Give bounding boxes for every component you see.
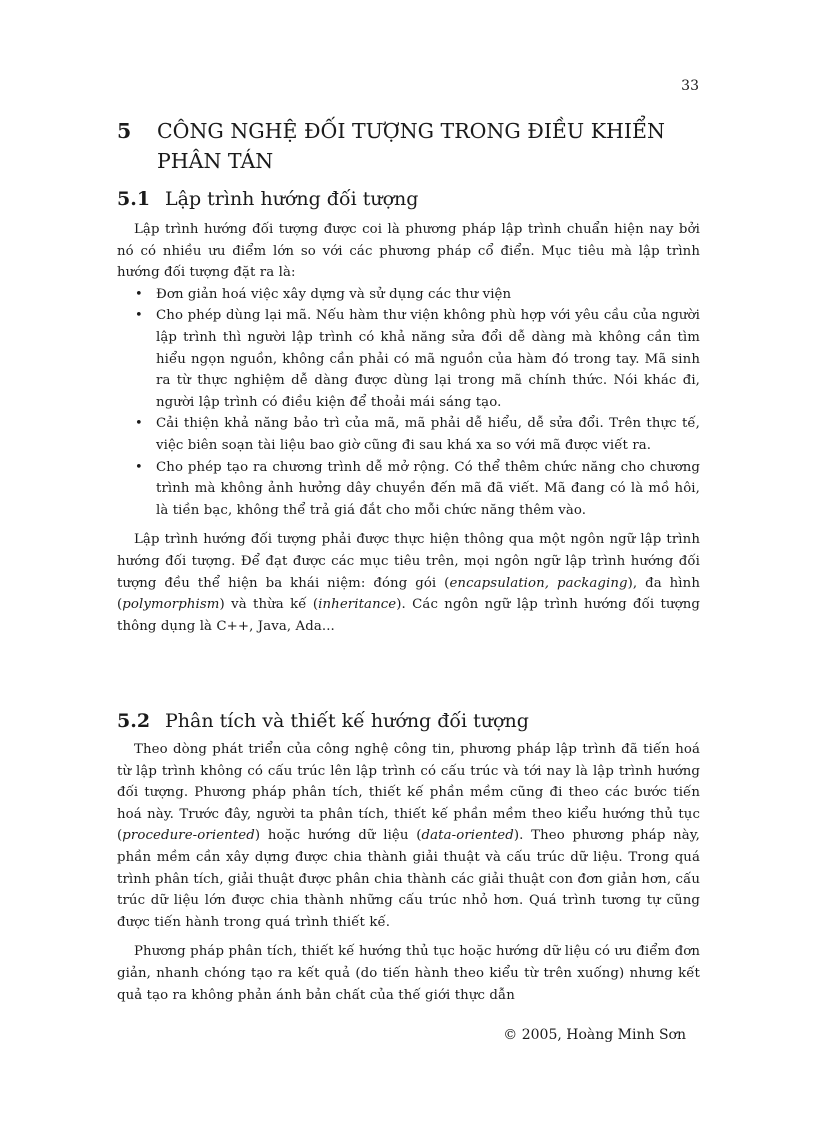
section-5-2-body xyxy=(117,739,700,1006)
paragraph-procedural-analysis: Phương pháp phân tích, thiết kế hướng thủ tục hoặc hướng dữ liệu có ưu điểm đơn giản, nhanh chóng tạo ra kết quả (do tiến hành theo kiểu từ trên xuống) nhưng kết quả tạo ra không phản ánh bản chất của thế giới thực dẫn xyxy=(117,944,700,1003)
list-item: • Đơn giản hoá việc xây dựng và sử dụng các thư viện xyxy=(117,284,700,306)
section-title: Phân tích và thiết kế hướng đối tượng xyxy=(165,710,529,732)
chapter-title-text: CÔNG NGHỆ ĐỐI TƯỢNG TRONG ĐIỀU KHIỂN PHÂN TÁN xyxy=(157,119,665,173)
section-number: 5.1 xyxy=(117,188,151,210)
paragraph-intro: Lập trình hướng đối tượng được coi là phương pháp lập trình chuẩn hiện nay bởi nó có nhiều ưu điểm lớn so với các phương pháp cổ điển. Mục tiêu mà lập trình hướng đối tượng đặt ra là: xyxy=(117,222,700,281)
chapter-title xyxy=(117,116,707,176)
paragraph-evolution: Theo dòng phát triển của công nghệ công tin, phương pháp lập trình đã tiến hoá từ lập trình không có cấu trúc lên lập trình có cấu trúc và tới nay là lập trình hướng đối tượng. Phương pháp phân tích, thiết kế phần mềm cũng đi theo các bước tiến hoá này. Trước đây, người ta phân tích, thiết kế phần mềm theo kiểu hướng thủ tục (procedure-oriented) hoặc hướng dữ liệu (data-oriented). Theo phương pháp này, phần mềm cần xây dựng được chia thành giải thuật và cấu trúc dữ liệu. Trong quá trình phân tích, giải thuật được phân chia thành các giải thuật con đơn giản hơn, cấu trúc dữ liệu lớn được chia thành những cấu trúc nhỏ hơn. Quá trình tương tự cũng được tiến hành trong quá trình thiết kế. xyxy=(117,742,700,930)
section-heading-5-1 xyxy=(117,186,707,212)
page-number: 33 xyxy=(681,78,699,94)
list-item: • Cho phép dùng lại mã. Nếu hàm thư viện không phù hợp với yêu cầu của người lập trình thì người lập trình có khả năng sửa đổi dễ dàng mà không cần tìm hiểu ngọn nguồn, không cần phải có mã nguồn của hàm đó trong tay. Mã sinh ra từ thực nghiệm dễ dàng được dùng lại trong mã chính thức. Nói khác đi, người lập trình có điều kiện để thoải mái sáng tạo. xyxy=(117,305,700,413)
section-number: 5.2 xyxy=(117,710,151,732)
section-5-1-body xyxy=(117,219,700,637)
footer-copyright: © 2005, Hoàng Minh Sơn xyxy=(503,1027,686,1043)
list-item: • Cho phép tạo ra chương trình dễ mở rộng. Có thể thêm chức năng cho chương trình mà không ảnh hưởng dây chuyền đến mã đã viết. Mã đang có là mồ hôi, là tiền bạc, không thể trả giá đắt cho mỗi chức năng thêm vào. xyxy=(117,457,700,522)
section-title: Lập trình hướng đối tượng xyxy=(165,188,419,210)
chapter-number: 5 xyxy=(117,119,132,143)
paragraph-oop-languages: Lập trình hướng đối tượng phải được thực hiện thông qua một ngôn ngữ lập trình hướng đối tượng. Để đạt được các mục tiêu trên, mọi ngôn ngữ lập trình hướng đối tượng đều thể hiện ba khái niệm: đóng gói (encapsulation, packaging), đa hình (polymorphism) và thừa kế (inheritance). Các ngôn ngữ lập trình hướng đối tượng thông dụng là C++, Java, Ada... xyxy=(117,532,700,634)
list-item: • Cải thiện khả năng bảo trì của mã, mã phải dễ hiểu, dễ sửa đổi. Trên thực tế, việc biên soạn tài liệu bao giờ cũng đi sau khá xa so với mã được viết ra. xyxy=(117,413,700,456)
section-heading-5-2 xyxy=(117,708,707,734)
goals-list xyxy=(117,284,700,522)
